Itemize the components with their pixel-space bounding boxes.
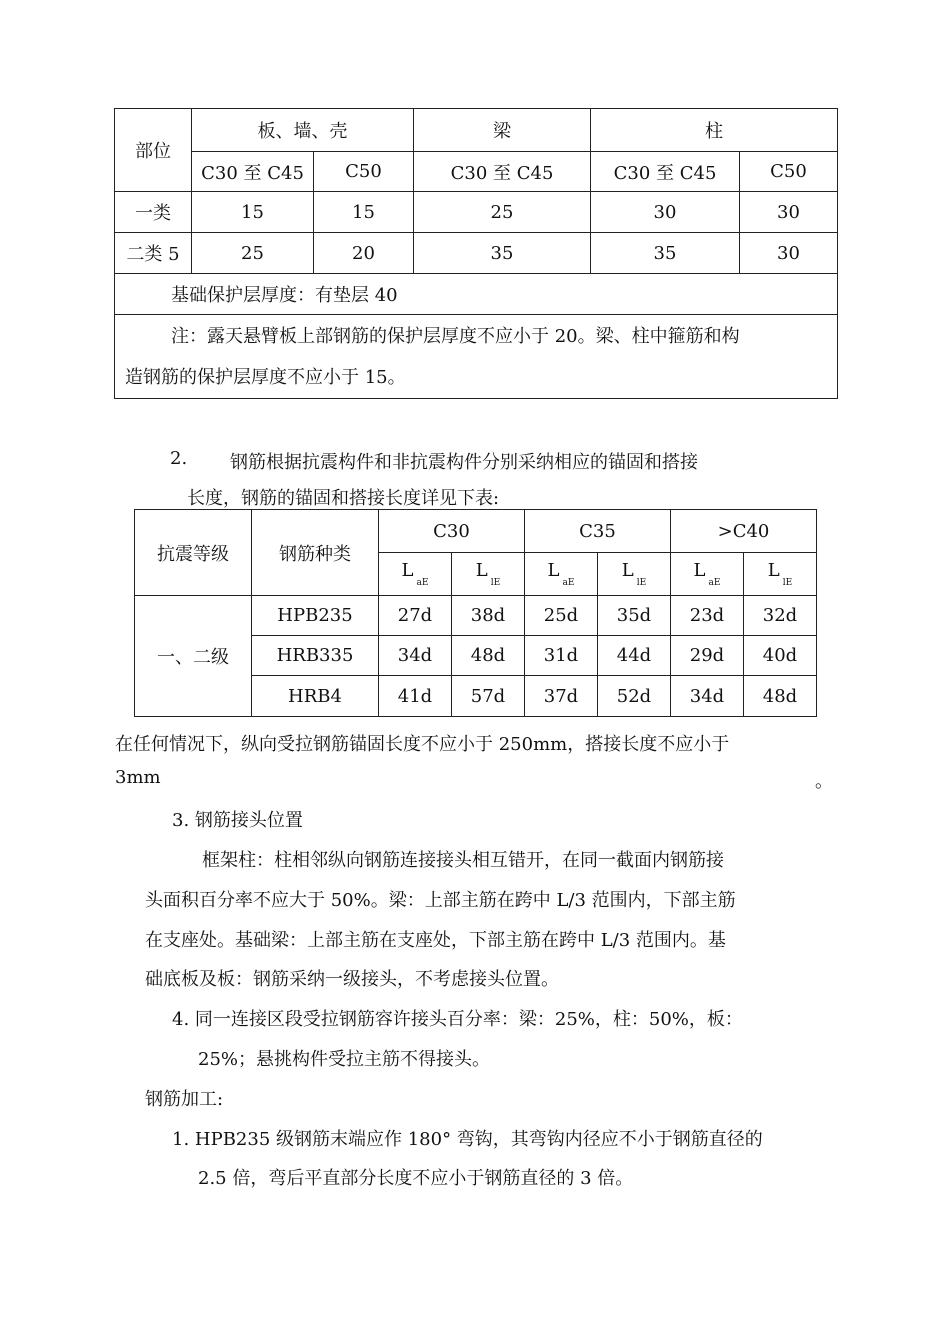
row-label: 一类 <box>115 192 192 233</box>
cell: 25 <box>192 233 314 274</box>
para3-line1: 框架柱：柱相邻纵向钢筋连接接头相互错开，在同一截面内钢筋接 <box>202 850 724 871</box>
cell: 29d <box>671 636 744 676</box>
rebar-type: HRB335 <box>252 636 379 676</box>
header-lae: $L_{aE}$ <box>525 553 598 596</box>
cell: 32d <box>744 596 817 636</box>
cell: 48d <box>744 676 817 717</box>
cell: 34d <box>671 676 744 717</box>
para3-line4: 础底板及板：钢筋采纳一级接头，不考虑接头位置。 <box>145 969 559 990</box>
cell: 34d <box>379 636 452 676</box>
note-line-2: 造钢筋的保护层厚度不应小于 15。 <box>125 366 406 388</box>
processing-line2: 2.5 倍，弯后平直部分长度不应小于钢筋直径的 3 倍。 <box>198 1168 634 1189</box>
header-column: 柱 <box>591 109 838 152</box>
header-lle: $L_{lE}$ <box>452 553 525 596</box>
table-row <box>115 233 838 274</box>
processing-title: 钢筋加工: <box>145 1089 224 1110</box>
rebar-type: HRB4 <box>252 676 379 717</box>
cell: 41d <box>379 676 452 717</box>
foundation-cover: 基础保护层厚度：有垫层 40 <box>115 274 838 315</box>
after-table-line1: 在任何情况下，纵向受拉钢筋锚固长度不应小于 250mm，搭接长度不应小于 <box>115 734 730 755</box>
table-row <box>135 596 817 636</box>
group-label: 一、二级 <box>135 596 252 717</box>
para2-num: 2. <box>170 448 188 469</box>
cell: 15 <box>314 192 414 233</box>
cell: 44d <box>598 636 671 676</box>
header-lle: $L_{lE}$ <box>598 553 671 596</box>
after-table-dot: 。 <box>815 771 833 792</box>
header-c35: C35 <box>525 510 671 553</box>
table-note <box>115 315 838 399</box>
cell: 20 <box>314 233 414 274</box>
cell: 48d <box>452 636 525 676</box>
cell: 25d <box>525 596 598 636</box>
table-row <box>115 192 838 233</box>
header-c40: >C40 <box>671 510 817 553</box>
row-label: 二类 5 <box>115 233 192 274</box>
header-column-c30-c45: C30 至 C45 <box>591 152 740 192</box>
header-beam-c30-c45: C30 至 C45 <box>414 152 591 192</box>
cell: 30 <box>740 233 838 274</box>
header-lae: $L_{aE}$ <box>379 553 452 596</box>
cell: 27d <box>379 596 452 636</box>
header-slab: 板、墙、壳 <box>192 109 414 152</box>
header-column-c50: C50 <box>740 152 838 192</box>
note-line-1: 注：露天悬臂板上部钢筋的保护层厚度不应小于 20。梁、柱中箍筋和构 <box>171 325 740 347</box>
header-lae: $L_{aE}$ <box>671 553 744 596</box>
para2-line1: 钢筋根据抗震构件和非抗震构件分别采纳相应的锚固和搭接 <box>230 452 698 473</box>
cell: 40d <box>744 636 817 676</box>
header-lle: $L_{lE}$ <box>744 553 817 596</box>
header-position: 部位 <box>115 109 192 192</box>
cell: 38d <box>452 596 525 636</box>
header-grade: 抗震等级 <box>135 510 252 596</box>
header-slab-c30-c45: C30 至 C45 <box>192 152 314 192</box>
anchorage-table <box>134 509 817 717</box>
cell: 35 <box>591 233 740 274</box>
cell: 37d <box>525 676 598 717</box>
after-table-line2: 3mm <box>115 767 161 788</box>
cell: 25 <box>414 192 591 233</box>
cell: 35d <box>598 596 671 636</box>
cell: 23d <box>671 596 744 636</box>
para2-line2: 长度，钢筋的锚固和搭接长度详见下表: <box>187 488 500 509</box>
para4-line2: 25%；悬挑构件受拉主筋不得接头。 <box>198 1049 491 1070</box>
para4-line1: 4. 同一连接区段受拉钢筋容许接头百分率：梁：25%，柱：50%，板： <box>172 1009 743 1030</box>
header-beam: 梁 <box>414 109 591 152</box>
header-slab-c50: C50 <box>314 152 414 192</box>
cover-thickness-table <box>114 108 838 399</box>
cell: 30 <box>740 192 838 233</box>
para3-line3: 在支座处。基础梁：上部主筋在支座处，下部主筋在跨中 L/3 范围内。基 <box>145 930 726 951</box>
cell: 15 <box>192 192 314 233</box>
para3-title: 3. 钢筋接头位置 <box>172 810 303 831</box>
header-type: 钢筋种类 <box>252 510 379 596</box>
cell: 30 <box>591 192 740 233</box>
para3-line2: 头面积百分率不应大于 50%。梁：上部主筋在跨中 L/3 范围内，下部主筋 <box>145 890 736 911</box>
cell: 52d <box>598 676 671 717</box>
header-c30: C30 <box>379 510 525 553</box>
cell: 35 <box>414 233 591 274</box>
cell: 31d <box>525 636 598 676</box>
processing-line1: 1. HPB235 级钢筋末端应作 180° 弯钩，其弯钩内径应不小于钢筋直径的 <box>172 1129 763 1150</box>
rebar-type: HPB235 <box>252 596 379 636</box>
cell: 57d <box>452 676 525 717</box>
